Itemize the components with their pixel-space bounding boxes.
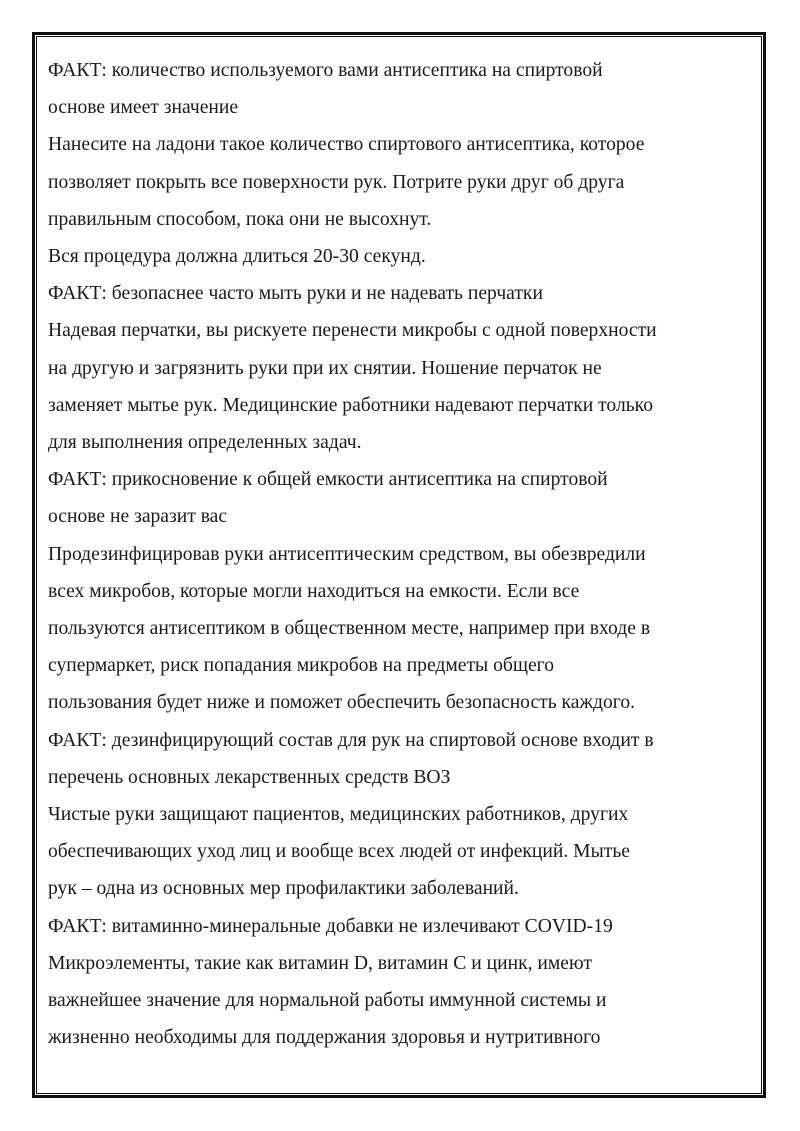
fact-heading: ФАКТ: витаминно-минеральные добавки не излечивают COVID-19	[48, 915, 613, 937]
document-body	[48, 52, 738, 1056]
paragraph-line: Нанесите на ладони такое количество спиртового антисептика, которое	[48, 134, 645, 156]
paragraph-line: Чистые руки защищают пациентов, медицинских работников, других	[48, 804, 629, 826]
paragraph-line: жизненно необходимы для поддержания здоровья и нутритивного	[48, 1027, 601, 1049]
paragraph-line: Микроэлементы, такие как витамин D, витамин С и цинк, имеют	[48, 952, 592, 974]
fact-heading: ФАКТ: дезинфицирующий состав для рук на спиртовой основе входит в	[48, 729, 654, 751]
paragraph-line: для выполнения определенных задач.	[48, 432, 362, 454]
paragraph-line: супермаркет, риск попадания микробов на предметы общего	[48, 655, 555, 677]
fact-heading: перечень основных лекарственных средств ВОЗ	[48, 766, 451, 788]
paragraph-line: обеспечивающих уход лиц и вообще всех людей от инфекций. Мытье	[48, 841, 630, 863]
paragraph-line: заменяет мытье рук. Медицинские работники надевают перчатки только	[48, 394, 654, 416]
paragraph-line: Вся процедура должна длиться 20-30 секунд.	[48, 246, 426, 268]
paragraph-line: всех микробов, которые могли находиться на емкости. Если все	[48, 580, 580, 602]
fact-heading: ФАКТ: количество используемого вами антисептика на спиртовой	[48, 60, 603, 81]
paragraph-line: пользуются антисептиком в общественном месте, например при входе в	[48, 618, 651, 640]
paragraph-line: позволяет покрыть все поверхности рук. Потрите руки друг об друга	[48, 171, 625, 193]
paragraph-line: Продезинфицировав руки антисептическим средством, вы обезвредили	[48, 543, 646, 565]
paragraph-line: важнейшее значение для нормальной работы иммунной системы и	[48, 990, 607, 1012]
paragraph-line: пользования будет ниже и поможет обеспечить безопасность каждого.	[48, 692, 636, 714]
fact-heading: ФАКТ: безопаснее часто мыть руки и не надевать перчатки	[48, 283, 543, 305]
paragraph-line: на другую и загрязнить руки при их снятии. Ношение перчаток не	[48, 357, 602, 379]
paragraph-line: Надевая перчатки, вы рискуете перенести микробы с одной поверхности	[48, 320, 657, 342]
fact-heading: основе имеет значение	[48, 97, 239, 119]
paragraph-line: рук – одна из основных мер профилактики заболеваний.	[48, 878, 519, 900]
fact-heading: основе не заразит вас	[48, 506, 228, 528]
paragraph-line: правильным способом, пока они не высохнут.	[48, 208, 432, 230]
fact-heading: ФАКТ: прикосновение к общей емкости антисептика на спиртовой	[48, 469, 608, 491]
